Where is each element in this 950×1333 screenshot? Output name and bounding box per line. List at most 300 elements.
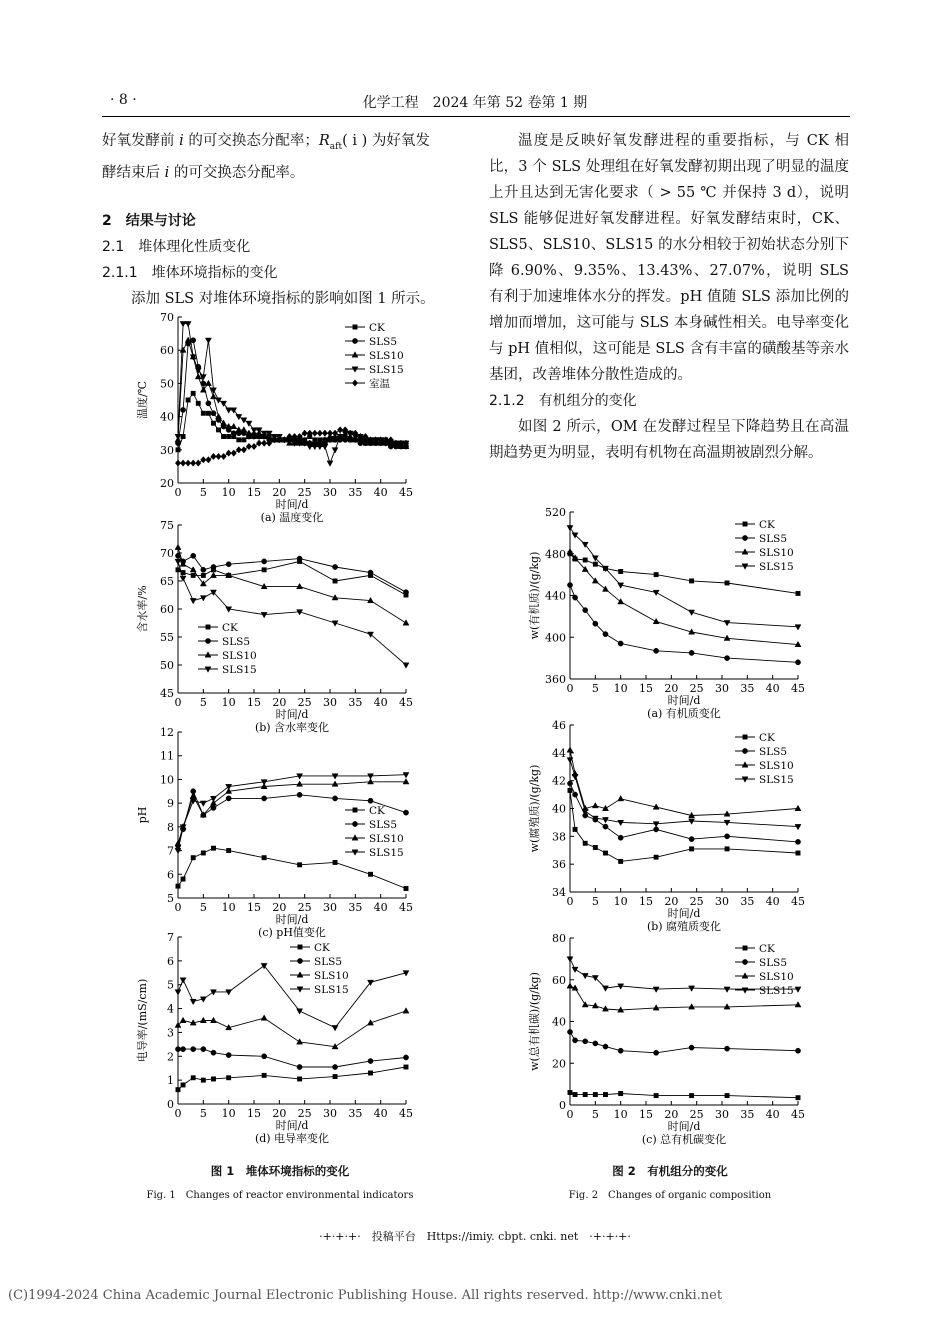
data-point	[181, 877, 185, 881]
data-point	[226, 990, 232, 995]
y-tick-label: 4	[167, 1002, 174, 1016]
chart-title: (a) 有机质变化	[647, 707, 721, 720]
y-tick-label: 75	[160, 519, 174, 532]
data-point	[176, 884, 180, 888]
x-tick-label: 35	[740, 895, 755, 908]
data-point	[297, 863, 301, 867]
y-tick-label: 34	[552, 886, 566, 899]
section-heading-2: 2 结果与讨论	[102, 212, 196, 229]
legend-label: SLS15	[222, 664, 257, 676]
legend-marker	[352, 338, 357, 343]
data-point	[190, 567, 196, 572]
data-point	[241, 418, 247, 423]
data-point	[332, 774, 338, 779]
y-tick-label: 8	[167, 820, 174, 834]
y-tick-label: 55	[160, 631, 174, 644]
left-column-text	[102, 128, 462, 312]
data-point	[724, 1046, 729, 1051]
series-line-SLS10	[178, 547, 406, 623]
x-tick-label: 35	[348, 486, 363, 499]
data-point	[201, 457, 206, 463]
data-point	[795, 625, 801, 630]
data-point	[201, 1047, 206, 1052]
data-point	[180, 407, 185, 412]
legend-label: CK	[369, 322, 385, 334]
data-point	[175, 460, 180, 466]
data-point	[689, 1093, 693, 1097]
x-tick-label: 35	[348, 696, 363, 709]
data-point	[262, 855, 266, 859]
y-axis-label: w(总有机碳)/(g/kg)	[528, 972, 541, 1071]
x-tick-label: 0	[566, 682, 574, 695]
data-point	[190, 999, 196, 1004]
data-point	[181, 434, 185, 438]
data-point	[689, 847, 693, 851]
y-tick-label: 70	[160, 547, 174, 560]
x-tick-label: 45	[791, 895, 805, 908]
data-point	[180, 1017, 186, 1022]
data-point	[261, 1015, 267, 1020]
legend-label: CK	[314, 942, 330, 954]
data-point	[724, 656, 729, 661]
data-point	[251, 428, 257, 433]
data-point	[618, 599, 624, 604]
data-point	[327, 461, 333, 466]
data-point	[603, 632, 608, 637]
legend-label: SLS10	[369, 350, 404, 362]
chart-title: (c) pH值变化	[258, 926, 326, 939]
x-tick-label: 15	[639, 1108, 653, 1121]
data-point	[654, 1050, 659, 1055]
data-point	[297, 583, 303, 588]
x-tick-label: 10	[613, 895, 628, 908]
paragraph-organic: 如图 2 所示，OM 在发酵过程呈下降趋势且在高温期趋势更为明显，表明有机物在高温期被剧烈分解。	[489, 419, 849, 461]
y-tick-label: 5	[167, 892, 174, 905]
y-tick-label: 440	[545, 589, 566, 603]
data-point	[262, 1054, 267, 1059]
x-tick-label: 45	[791, 1108, 805, 1121]
data-point	[795, 987, 801, 992]
data-point	[573, 827, 577, 831]
data-point	[201, 573, 205, 577]
data-point	[795, 660, 800, 665]
legend-marker	[297, 987, 303, 992]
y-tick-label: 80	[552, 932, 566, 945]
x-tick-label: 45	[399, 901, 413, 914]
x-tick-label: 45	[399, 1107, 413, 1120]
y-tick-label: 6	[167, 954, 174, 968]
chart-ph	[130, 722, 430, 940]
fig2-caption-cn: 图 2 有机组分的变化	[612, 1164, 728, 1178]
data-point	[618, 796, 624, 801]
data-point	[262, 1073, 266, 1077]
x-tick-label: 40	[373, 486, 388, 499]
x-tick-label: 30	[715, 682, 729, 695]
data-point	[573, 1092, 577, 1096]
y-tick-label: 520	[545, 506, 566, 519]
data-point	[302, 430, 307, 436]
chart-title: (d) 电导率变化	[254, 1132, 330, 1145]
x-axis-label: 时间/d	[667, 907, 701, 920]
data-point	[210, 990, 216, 995]
x-axis-label: 时间/d	[275, 1119, 309, 1132]
data-point	[205, 380, 211, 385]
data-point	[567, 582, 572, 587]
data-point	[196, 460, 201, 466]
y-tick-label: 1	[167, 1074, 174, 1088]
data-point	[795, 805, 801, 810]
x-tick-label: 10	[221, 901, 236, 914]
data-point	[568, 1090, 572, 1094]
x-tick-label: 5	[591, 895, 599, 908]
chart-conductivity	[130, 927, 430, 1152]
y-tick-label: 60	[552, 973, 566, 987]
data-point	[297, 1064, 302, 1069]
data-point	[226, 423, 232, 428]
data-point	[261, 440, 266, 446]
y-tick-label: 60	[160, 344, 174, 358]
y-tick-label: 50	[160, 659, 174, 672]
data-point	[216, 428, 220, 432]
data-point	[725, 581, 729, 585]
data-point	[180, 321, 186, 326]
legend-label: SLS10	[759, 547, 794, 559]
x-tick-label: 10	[221, 1107, 236, 1120]
section-heading-2-1-2: 2.1.2 有机组分的变化	[489, 393, 637, 409]
x-tick-label: 20	[664, 895, 679, 908]
data-point	[175, 990, 181, 995]
chart-total-organic-carbon	[520, 928, 820, 1150]
data-point	[221, 434, 225, 438]
y-tick-label: 400	[545, 631, 566, 645]
data-point	[185, 321, 191, 326]
legend-label: SLS5	[222, 636, 251, 648]
data-point	[567, 548, 573, 553]
legend-marker	[205, 638, 210, 643]
legend-label: SLS15	[759, 561, 794, 573]
data-point	[246, 443, 251, 449]
data-point	[175, 559, 181, 564]
x-tick-label: 20	[664, 1108, 679, 1121]
series-line-SLS5	[570, 784, 798, 842]
y-tick-label: 3	[167, 1026, 174, 1040]
x-tick-label: 25	[689, 682, 704, 695]
data-point	[246, 430, 252, 435]
data-point	[724, 1004, 730, 1009]
legend-marker	[352, 850, 358, 855]
data-point	[593, 845, 597, 849]
x-tick-label: 10	[613, 682, 628, 695]
data-point	[226, 848, 230, 852]
copyright-line: (C)1994-2024 China Academic Journal Electronic Publishing House. All rights reserved. http://www.cnki.net	[8, 1288, 723, 1303]
fig1-caption-cn: 图 1 堆体环境指标的变化	[210, 1164, 350, 1178]
y-tick-label: 0	[167, 1098, 174, 1111]
y-tick-label: 5	[167, 978, 174, 992]
data-point	[333, 860, 337, 864]
section-heading-2-1: 2.1 堆体理化性质变化	[102, 238, 251, 255]
data-point	[618, 859, 622, 863]
data-point	[201, 851, 205, 855]
x-tick-label: 0	[566, 1108, 574, 1121]
data-point	[603, 851, 607, 855]
data-point	[567, 1029, 572, 1034]
data-point	[572, 774, 578, 779]
data-point	[181, 1083, 185, 1087]
data-point	[403, 1055, 408, 1060]
y-axis-label: 电导率/(mS/cm)	[136, 978, 149, 1063]
chart-organic-matter	[520, 502, 820, 722]
legend-label: SLS15	[369, 847, 404, 859]
data-point	[226, 1052, 231, 1057]
y-tick-label: 11	[160, 749, 174, 763]
data-point	[583, 558, 587, 562]
chart-moisture	[130, 515, 430, 737]
y-tick-label: 20	[160, 477, 174, 490]
y-tick-label: 12	[160, 726, 174, 739]
paragraph-temperature: 温度是反映好氧发酵进程的重要指标，与 CK 相比，3 个 SLS 处理组在好氧发酵初期出现了明显的温度上升且达到无害化要求（ > 55 ℃ 并保持 3 d），说明 SLS 能够促进好氧发酵进程。好氧发酵结束时，CK、SLS5、SLS10、SLS15 的水分相较于初始状态分别下降 6.90%、9.35%、13.43%、27.07%，说明 SLS 有利于加速堆体水分的挥发。pH 值随 SLS 添加比例的增加而增加，这可能与 SLS 本身碱性相关。电导率变化与 pH 值相似，这可能是 SLS 含有丰富的磺酸基等亲水基团，改善堆体分散性造成的。	[489, 133, 849, 383]
data-point	[618, 569, 622, 573]
legend-label: SLS15	[759, 985, 794, 997]
data-point	[567, 957, 573, 962]
data-point	[312, 430, 317, 436]
right-column-text	[489, 128, 849, 466]
data-point	[403, 1008, 409, 1013]
data-point	[241, 427, 247, 432]
y-tick-label: 7	[167, 844, 174, 858]
header-rule	[102, 116, 850, 117]
data-point	[572, 967, 578, 972]
data-point	[567, 781, 572, 786]
data-point	[211, 846, 215, 850]
data-point	[201, 411, 205, 415]
legend-marker	[205, 652, 211, 657]
data-point	[175, 434, 181, 439]
x-tick-label: 15	[247, 1107, 261, 1120]
y-tick-label: 2	[167, 1050, 174, 1064]
data-point	[226, 450, 231, 456]
data-point	[796, 591, 800, 595]
data-point	[583, 608, 588, 613]
data-point	[404, 886, 408, 890]
x-tick-label: 40	[765, 682, 780, 695]
legend-label: CK	[369, 805, 385, 817]
data-point	[200, 801, 206, 806]
x-tick-label: 0	[566, 895, 574, 908]
legend-marker	[352, 380, 357, 386]
y-tick-label: 40	[552, 802, 566, 816]
legend-marker	[742, 748, 747, 753]
data-point	[226, 434, 230, 438]
data-point	[583, 1092, 587, 1096]
data-point	[200, 1017, 206, 1022]
y-tick-label: 30	[160, 443, 174, 457]
y-tick-label: 38	[552, 830, 566, 844]
x-tick-label: 40	[373, 901, 388, 914]
x-tick-label: 30	[323, 486, 337, 499]
data-point	[567, 983, 573, 988]
legend-marker	[352, 835, 358, 840]
x-tick-label: 5	[199, 901, 207, 914]
x-tick-label: 20	[664, 682, 679, 695]
data-point	[206, 411, 210, 415]
x-tick-label: 25	[689, 1108, 704, 1121]
data-point	[654, 827, 659, 832]
section-heading-2-1-1: 2.1.1 堆体环境指标的变化	[102, 264, 278, 281]
data-point	[332, 1064, 337, 1069]
x-tick-label: 35	[348, 901, 363, 914]
y-tick-label: 70	[160, 311, 174, 324]
data-point	[603, 1044, 608, 1049]
data-point	[226, 562, 231, 567]
data-point	[572, 595, 577, 600]
data-point	[191, 1076, 195, 1080]
data-point	[176, 568, 180, 572]
data-point	[241, 447, 246, 453]
data-point	[602, 586, 608, 591]
data-point	[226, 408, 232, 413]
x-tick-label: 30	[323, 696, 337, 709]
data-point	[216, 413, 222, 418]
x-tick-label: 40	[765, 1108, 780, 1121]
data-point	[572, 1038, 577, 1043]
legend-marker	[742, 535, 747, 540]
data-point	[236, 427, 242, 432]
data-point	[251, 443, 256, 449]
x-tick-label: 45	[791, 682, 805, 695]
data-point	[211, 1050, 216, 1055]
data-point	[180, 1047, 185, 1052]
legend-label: SLS5	[759, 746, 788, 758]
x-tick-label: 45	[399, 486, 413, 499]
legend-marker	[743, 522, 747, 526]
x-tick-label: 15	[639, 682, 653, 695]
data-point	[654, 572, 658, 576]
chart-title: (b) 腐殖质变化	[646, 920, 722, 933]
legend-marker	[352, 821, 357, 826]
legend-label: SLS10	[222, 650, 257, 662]
legend-marker	[206, 625, 210, 629]
legend-label: SLS15	[314, 984, 349, 996]
legend-marker	[743, 735, 747, 739]
chart-temperature	[130, 307, 430, 532]
x-tick-label: 15	[639, 895, 653, 908]
data-point	[567, 747, 573, 752]
fig2-caption-en: Fig. 2 Changes of organic composition	[568, 1190, 772, 1201]
x-tick-label: 0	[174, 696, 182, 709]
x-axis-label: 时间/d	[275, 913, 309, 926]
data-point	[403, 620, 409, 625]
data-point	[689, 1045, 694, 1050]
data-point	[725, 847, 729, 851]
data-point	[191, 573, 195, 577]
legend-marker	[297, 972, 303, 977]
data-point	[796, 851, 800, 855]
data-point	[211, 1077, 215, 1081]
y-tick-label: 42	[552, 774, 566, 788]
data-point	[226, 796, 231, 801]
legend-label: 室温	[369, 378, 390, 390]
legend-label: CK	[759, 519, 775, 531]
y-tick-label: 6	[167, 868, 174, 882]
x-tick-label: 25	[297, 696, 312, 709]
data-point	[185, 460, 190, 466]
legend-marker	[742, 549, 748, 554]
data-point	[689, 1004, 695, 1009]
x-axis-label: 时间/d	[275, 498, 309, 511]
x-tick-label: 5	[199, 1107, 207, 1120]
data-point	[583, 1039, 588, 1044]
x-tick-label: 5	[591, 682, 599, 695]
journal-title: 化学工程 2024 年第 52 卷第 1 期	[362, 95, 588, 111]
data-point	[618, 641, 623, 646]
data-point	[256, 428, 262, 433]
data-point	[317, 444, 323, 449]
x-axis-label: 时间/d	[275, 708, 309, 721]
data-point	[583, 841, 587, 845]
data-point	[603, 824, 608, 829]
data-point	[201, 567, 206, 572]
paragraph-continued: 好氧发酵前 i 的可交换态分配率；$R_{aft}$( i ) 为好氧发 酵结束后 i 的可交换态分配率。	[102, 133, 430, 181]
y-axis-label: w(腐殖质)/(g/kg)	[528, 764, 541, 853]
legend-marker	[297, 958, 302, 963]
data-point	[297, 556, 302, 561]
data-point	[317, 430, 322, 436]
x-tick-label: 5	[199, 486, 207, 499]
data-point	[307, 444, 313, 449]
x-tick-label: 35	[348, 1107, 363, 1120]
data-point	[216, 398, 222, 403]
series-line-SLS5	[570, 1032, 798, 1053]
y-tick-label: 36	[552, 858, 566, 872]
series-line-CK	[570, 554, 798, 594]
data-point	[653, 618, 659, 623]
x-tick-label: 35	[740, 1108, 755, 1121]
data-point	[796, 1095, 800, 1099]
x-tick-label: 15	[247, 901, 261, 914]
y-tick-label: 10	[160, 773, 174, 787]
x-tick-label: 45	[399, 696, 413, 709]
legend-label: SLS5	[314, 956, 343, 968]
data-point	[206, 401, 211, 406]
legend-marker	[352, 352, 358, 357]
y-tick-label: 45	[160, 687, 174, 700]
data-point	[368, 1071, 372, 1075]
data-point	[201, 1078, 205, 1082]
data-point	[175, 544, 181, 549]
data-point	[261, 612, 267, 617]
x-tick-label: 25	[297, 486, 312, 499]
data-point	[403, 810, 408, 815]
data-point	[368, 570, 373, 575]
x-tick-label: 20	[272, 901, 287, 914]
data-point	[221, 453, 226, 459]
data-point	[568, 788, 572, 792]
data-point	[368, 1058, 373, 1063]
x-tick-label: 30	[323, 1107, 337, 1120]
legend-marker	[742, 564, 748, 569]
data-point	[724, 987, 730, 992]
x-tick-label: 10	[221, 696, 236, 709]
data-point	[618, 1048, 623, 1053]
y-axis-label: w(有机质)/(g/kg)	[528, 551, 541, 640]
y-tick-label: 50	[160, 377, 174, 391]
data-point	[180, 460, 185, 466]
data-point	[297, 792, 302, 797]
y-tick-label: 44	[552, 746, 566, 760]
legend-marker	[742, 959, 747, 964]
data-point	[403, 663, 409, 668]
data-point	[592, 803, 598, 808]
